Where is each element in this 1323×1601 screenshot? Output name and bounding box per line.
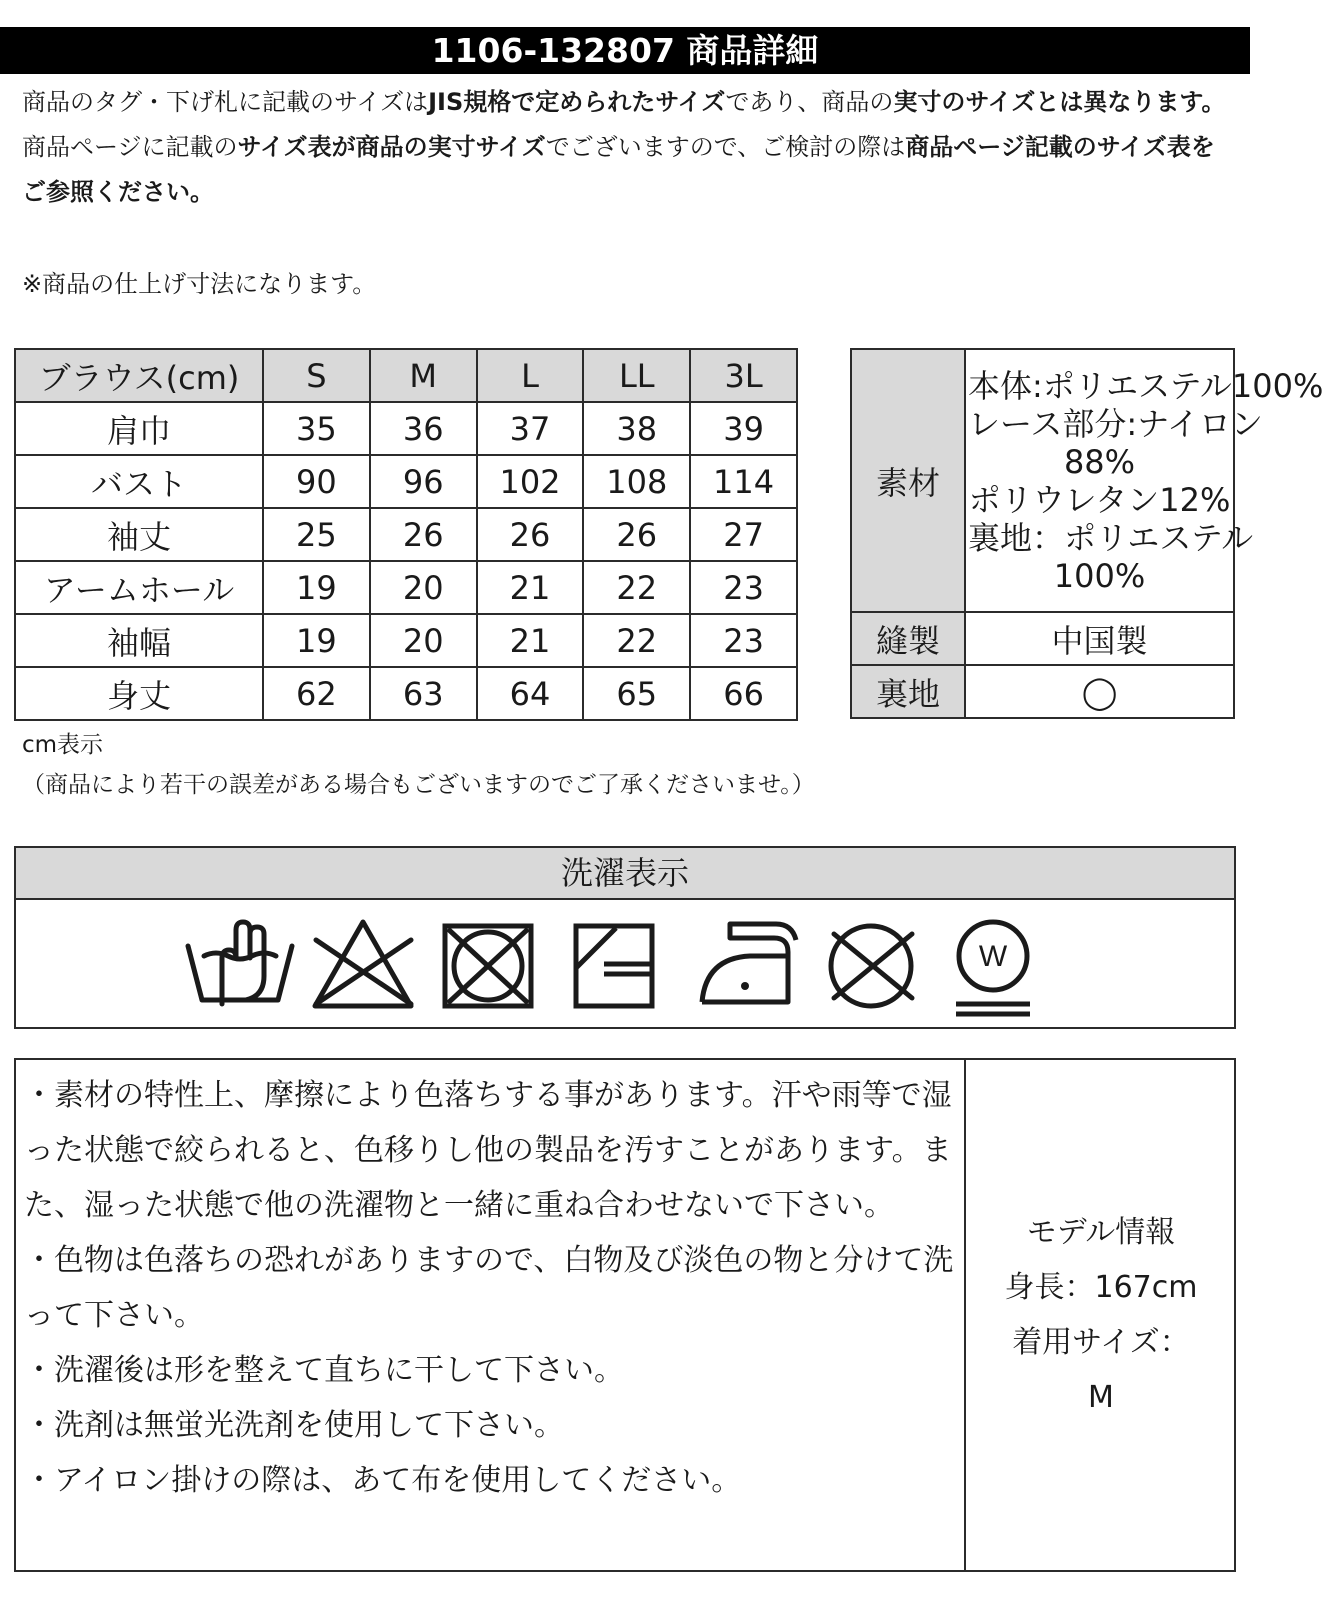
size-header-cell: L: [477, 349, 584, 402]
notice-emphasis: JIS規格で定められたサイズ: [428, 88, 726, 116]
material-line: ポリウレタン12%: [968, 480, 1231, 519]
notice-emphasis: サイズ表が商品の実寸サイズ: [237, 133, 546, 161]
lining-row: [851, 665, 1234, 718]
lining-value: ◯: [965, 665, 1234, 718]
notice-text: でございますので、ご検討の際は: [545, 133, 906, 161]
lining-label: 裏地: [851, 665, 965, 718]
material-row: [851, 349, 1234, 612]
care-note: ・素材の特性上、摩擦により色落ちする事があります。汗や雨等で湿った状態で絞られると、色移りし他の製品を汚すことがあります。また、湿った状態で他の洗濯物と一緒に重ね合わせないで下さい。: [24, 1078, 952, 1223]
hand-wash-icon: [188, 922, 292, 1004]
measurement-unit-note: cm表示: [22, 732, 104, 758]
model-info-heading: モデル情報: [1026, 1215, 1176, 1250]
material-description: [965, 349, 1323, 612]
size-cell: 20: [370, 561, 477, 614]
size-cell: 19: [263, 561, 370, 614]
row-label: アームホール: [15, 561, 263, 614]
iron-low-icon: [702, 924, 796, 1002]
size-cell: 64: [477, 667, 584, 720]
size-header-cell: M: [370, 349, 477, 402]
size-table: [14, 348, 798, 721]
row-label: バスト: [15, 455, 263, 508]
material-line: レース部分:ナイロン: [968, 404, 1263, 443]
size-cell: 26: [583, 508, 690, 561]
size-cell: 21: [477, 561, 584, 614]
table-row: [15, 561, 797, 614]
size-header-cell: 3L: [690, 349, 797, 402]
material-label: 素材: [851, 349, 965, 612]
size-cell: 96: [370, 455, 477, 508]
size-cell: 26: [370, 508, 477, 561]
size-cell: 37: [477, 402, 584, 455]
size-notice: [22, 80, 1232, 215]
table-row: [15, 455, 797, 508]
model-size-value: M: [1088, 1380, 1114, 1415]
size-header-cell: ブラウス(cm): [15, 349, 263, 402]
size-notice-line-2: [22, 125, 1232, 215]
no-bleach-icon: [315, 922, 411, 1006]
row-label: 袖丈: [15, 508, 263, 561]
size-cell: 62: [263, 667, 370, 720]
wash-icon-strip: [16, 900, 1234, 1027]
care-notes: [16, 1060, 966, 1570]
notice-text: であり、商品の: [725, 88, 894, 116]
wash-care-icons: [16, 900, 1234, 1027]
size-cell: 22: [583, 561, 690, 614]
material-line: 100%: [1053, 556, 1146, 595]
care-note: ・洗濯後は形を整えて直ちに干して下さい。: [24, 1353, 624, 1388]
size-cell: 36: [370, 402, 477, 455]
table-row: [15, 614, 797, 667]
notice-text: 商品ページに記載の: [22, 133, 238, 161]
no-dry-clean-icon: [831, 926, 912, 1006]
model-info: [968, 1060, 1234, 1570]
table-row: [15, 667, 797, 720]
size-cell: 22: [583, 614, 690, 667]
size-cell: 20: [370, 614, 477, 667]
size-cell: 23: [690, 561, 797, 614]
size-cell: 66: [690, 667, 797, 720]
size-cell: 63: [370, 667, 477, 720]
size-cell: 39: [690, 402, 797, 455]
size-cell: 114: [690, 455, 797, 508]
material-line: 88%: [1063, 442, 1136, 481]
finish-note: ※商品の仕上げ寸法になります。: [22, 270, 377, 298]
size-cell: 25: [263, 508, 370, 561]
size-cell: 19: [263, 614, 370, 667]
sewing-value: 中国製: [965, 612, 1234, 665]
size-cell: 26: [477, 508, 584, 561]
wash-care-section: [14, 846, 1236, 1029]
row-label: 肩巾: [15, 402, 263, 455]
material-line: 本体:ポリエステル100%: [968, 366, 1323, 405]
care-note: ・洗剤は無蛍光洗剤を使用して下さい。: [24, 1408, 564, 1443]
table-row: [15, 402, 797, 455]
size-cell: 38: [583, 402, 690, 455]
size-cell: 90: [263, 455, 370, 508]
size-table-header: [15, 349, 797, 402]
care-note: ・アイロン掛けの際は、あて布を使用してください。: [24, 1463, 742, 1498]
row-label: 身丈: [15, 667, 263, 720]
model-height: 身長：167cm: [1004, 1270, 1198, 1305]
material-table: [850, 348, 1323, 719]
measurement-note: [22, 725, 815, 805]
no-tumble-dry-icon: [445, 926, 531, 1006]
wet-clean-letter: W: [978, 940, 1008, 973]
model-size-label: 着用サイズ：: [1012, 1325, 1190, 1360]
notice-emphasis: 実寸のサイズとは異なります。: [893, 88, 1226, 116]
measurement-tolerance-note: （商品により若干の誤差がある場合もございますのでご了承くださいませ。）: [22, 772, 815, 798]
page-title: 1106-132807 商品詳細: [0, 27, 1250, 74]
size-cell: 65: [583, 667, 690, 720]
care-note: ・色物は色落ちの恐れがありますので、白物及び淡色の物と分けて洗って下さい。: [24, 1243, 954, 1333]
sewing-label: 縫製: [851, 612, 965, 665]
notice-emphasis: 商品ページ記載のサイズ表をご参照ください。: [22, 133, 1215, 206]
line-dry-shade-icon: [576, 926, 652, 1006]
size-cell: 102: [477, 455, 584, 508]
table-row: [15, 508, 797, 561]
size-cell: 27: [690, 508, 797, 561]
sewing-row: [851, 612, 1234, 665]
size-cell: 23: [690, 614, 797, 667]
size-header-cell: S: [263, 349, 370, 402]
notice-text: 商品のタグ・下げ札に記載のサイズは: [22, 88, 429, 116]
size-cell: 108: [583, 455, 690, 508]
row-label: 袖幅: [15, 614, 263, 667]
size-cell: 21: [477, 614, 584, 667]
material-line: 裏地：ポリエステル: [968, 518, 1254, 557]
wash-care-heading: 洗濯表示: [16, 848, 1234, 900]
size-notice-line-1: [22, 80, 1232, 125]
size-header-cell: LL: [583, 349, 690, 402]
care-section: [14, 1058, 1236, 1572]
size-cell: 35: [263, 402, 370, 455]
